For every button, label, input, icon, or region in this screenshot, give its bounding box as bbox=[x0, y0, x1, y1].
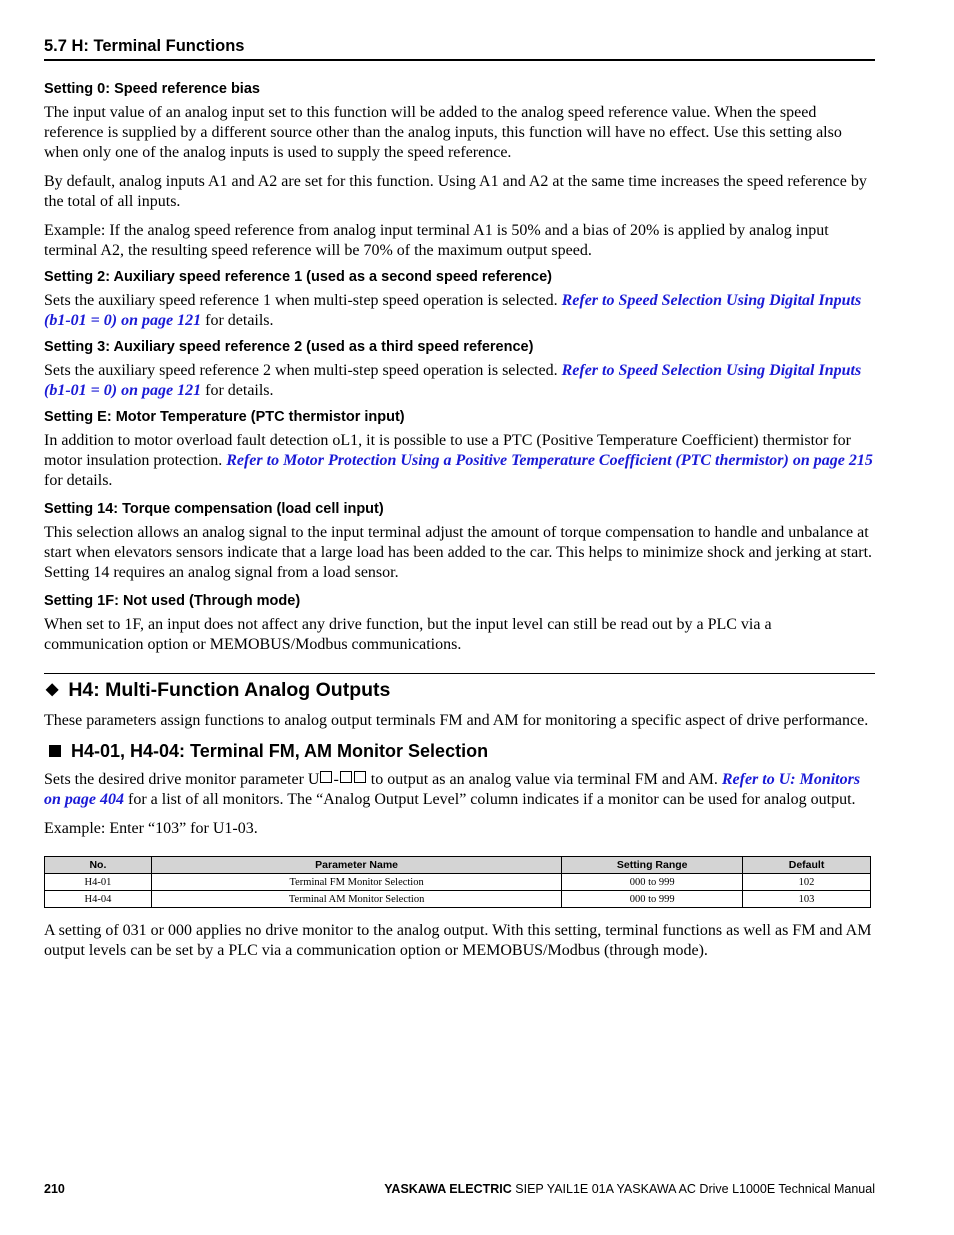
setting-2-title: Setting 2: Auxiliary speed reference 1 (used as a second speed reference) bbox=[44, 269, 552, 285]
cross-reference-link[interactable]: Refer to Speed Selection Using Digital Inputs (b1-01 = 0) on page 121 bbox=[44, 292, 862, 329]
table-cell: 102 bbox=[743, 874, 871, 891]
setting-1f-title: Setting 1F: Not used (Through mode) bbox=[44, 593, 301, 609]
h4-example: Example: Enter “103” for U1-03. bbox=[44, 820, 258, 837]
footer-manual-name: SIEP YAIL1E 01A YASKAWA AC Drive L1000E Technical Manual bbox=[511, 1182, 875, 1196]
paragraph-text: In addition to motor overload fault detection oL1, it is possible to use a PTC (Positive Temperature Coefficient) thermistor for motor insulation protection. bbox=[44, 432, 852, 469]
column-header: No. bbox=[45, 857, 152, 874]
column-header: Setting Range bbox=[562, 857, 743, 874]
page-footer bbox=[44, 1182, 875, 1196]
setting-e-title: Setting E: Motor Temperature (PTC thermistor input) bbox=[44, 409, 405, 425]
setting-1f-block bbox=[44, 592, 875, 655]
cross-reference-link[interactable]: Refer to Speed Selection Using Digital Inputs (b1-01 = 0) on page 121 bbox=[44, 362, 862, 399]
h4-subheading-text: H4-01, H4-04: Terminal FM, AM Monitor Selection bbox=[71, 741, 489, 761]
table-cell: 000 to 999 bbox=[562, 891, 743, 908]
setting-14-block bbox=[44, 500, 875, 583]
setting-3-block bbox=[44, 338, 875, 401]
setting-1f-paragraph: When set to 1F, an input does not affect any drive function, but the input level can still be read out by a PLC via a communication option or MEMOBUS/Modbus communications. bbox=[44, 616, 772, 653]
setting-0-title: Setting 0: Speed reference bias bbox=[44, 81, 260, 97]
setting-14-paragraph: This selection allows an analog signal to the input terminal adjust the amount of torque compensation to handle and unbalance at start when elevators sensors indicate that a large load has been added to the car. This helps to minimize shock and jerking at start. Setting 14 requires an analog signal from a load sensor. bbox=[44, 524, 873, 581]
setting-0-paragraph: The input value of an analog input set to this function will be added to the analog speed reference value. When the speed reference is supplied by a different source other than the analog inputs, this function will have no effect. Use this setting also when only one of the analog inputs is used to supply the speed reference. bbox=[44, 104, 842, 161]
page-number: 210 bbox=[44, 1182, 65, 1196]
square-bullet-icon bbox=[49, 745, 61, 757]
placeholder-box-icon bbox=[320, 771, 332, 783]
table-cell: Terminal AM Monitor Selection bbox=[151, 891, 561, 908]
setting-0-paragraph: Example: If the analog speed reference from analog input terminal A1 is 50% and a bias of 20% is applied by analog input terminal A2, the resulting speed reference will be 70% of the maximum output speed. bbox=[44, 222, 829, 259]
paragraph-text: - bbox=[333, 771, 339, 788]
placeholder-box-icon bbox=[354, 771, 366, 783]
parameter-table bbox=[44, 856, 871, 908]
diamond-bullet-icon: ◆ bbox=[46, 681, 59, 698]
footer-brand: YASKAWA ELECTRIC bbox=[384, 1182, 512, 1196]
table-cell: 103 bbox=[743, 891, 871, 908]
placeholder-box-icon bbox=[340, 771, 352, 783]
h4-heading bbox=[44, 678, 875, 702]
setting-e-block bbox=[44, 408, 875, 491]
setting-0-paragraph: By default, analog inputs A1 and A2 are set for this function. Using A1 and A2 at the same time increases the speed reference by the total of all inputs. bbox=[44, 173, 867, 210]
paragraph-text: for details. bbox=[201, 312, 274, 329]
table-cell: Terminal FM Monitor Selection bbox=[151, 874, 561, 891]
setting-14-title: Setting 14: Torque compensation (load cell input) bbox=[44, 501, 384, 517]
cross-reference-link[interactable]: Refer to Motor Protection Using a Positive Temperature Coefficient (PTC thermistor) on page 215 bbox=[226, 452, 873, 469]
h4-section bbox=[44, 673, 875, 961]
paragraph-text: Sets the auxiliary speed reference 1 when multi-step speed operation is selected. bbox=[44, 292, 562, 309]
h4-intro: These parameters assign functions to analog output terminals FM and AM for monitoring a specific aspect of drive performance. bbox=[44, 712, 869, 729]
cross-reference-link[interactable]: Refer to U: Monitors on page 404 bbox=[44, 771, 861, 808]
paragraph-text: for details. bbox=[201, 382, 274, 399]
table-row bbox=[45, 891, 871, 908]
setting-2-paragraph bbox=[44, 291, 875, 331]
setting-3-paragraph bbox=[44, 361, 875, 401]
h4-description bbox=[44, 770, 875, 810]
table-header-row bbox=[45, 857, 871, 874]
paragraph-text: to output as an analog value via terminal FM and AM. bbox=[366, 771, 722, 788]
column-header: Default bbox=[743, 857, 871, 874]
setting-2-block bbox=[44, 268, 875, 331]
footer-manual-title bbox=[384, 1182, 875, 1196]
h4-heading-text: H4: Multi-Function Analog Outputs bbox=[68, 679, 391, 701]
setting-3-title: Setting 3: Auxiliary speed reference 2 (used as a third speed reference) bbox=[44, 339, 534, 355]
paragraph-text: Sets the auxiliary speed reference 2 when multi-step speed operation is selected. bbox=[44, 362, 562, 379]
column-header: Parameter Name bbox=[151, 857, 561, 874]
paragraph-text: for details. bbox=[44, 472, 113, 489]
table-row bbox=[45, 874, 871, 891]
page-content bbox=[44, 80, 875, 970]
h4-subheading bbox=[44, 740, 875, 762]
section-header: 5.7 H: Terminal Functions bbox=[44, 37, 875, 61]
paragraph-text: Sets the desired drive monitor parameter U bbox=[44, 771, 320, 788]
setting-e-paragraph bbox=[44, 431, 875, 491]
table-cell: 000 to 999 bbox=[562, 874, 743, 891]
table-cell: H4-04 bbox=[45, 891, 152, 908]
paragraph-text: for a list of all monitors. The “Analog Output Level” column indicates if a monitor can be used for analog output. bbox=[124, 791, 856, 808]
table-cell: H4-01 bbox=[45, 874, 152, 891]
setting-0-block bbox=[44, 80, 875, 261]
h4-note: A setting of 031 or 000 applies no drive monitor to the analog output. With this setting, terminal functions as well as FM and AM output levels can be set by a PLC via a communication option or MEMOBUS/Modbus (through mode). bbox=[44, 922, 872, 959]
